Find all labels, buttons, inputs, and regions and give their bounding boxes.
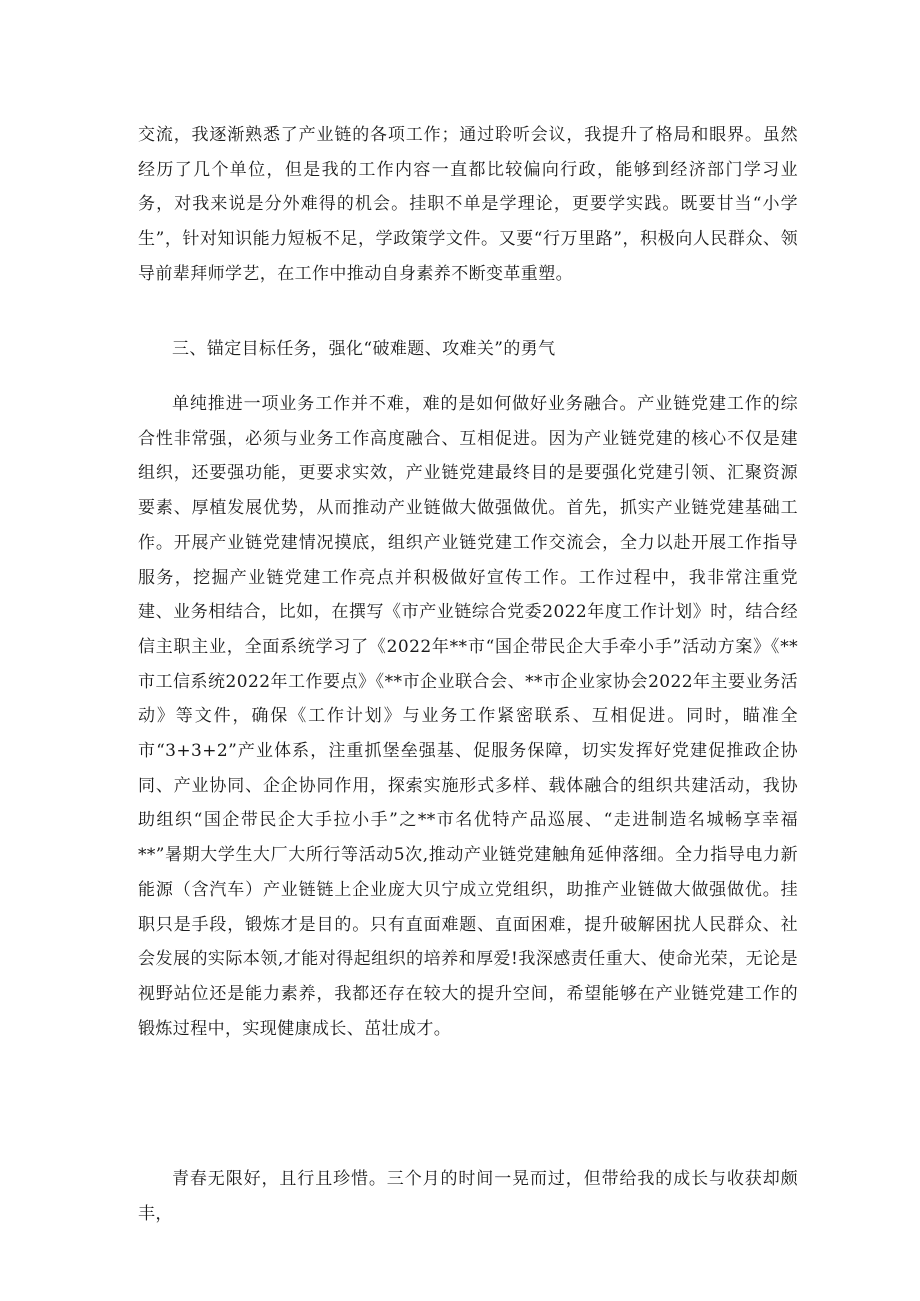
section-heading: 三、锚定目标任务，强化“破难题、攻难关”的勇气 [172,339,556,359]
body-paragraph: 青春无限好，且行且珍惜。三个月的时间一晃而过，但带给我的成长与收获却颇丰， [138,1169,798,1224]
body-paragraph: 交流，我逐渐熟悉了产业链的各项工作；通过聆听会议，我提升了格局和眼界。虽然经历了几个单位，但是我的工作内容一直都比较偏向行政，能够到经济部门学习业务，对我来说是分外难得的机会。挂职不单是学理论，更要学实践。既要甘当“小学生”，针对知识能力短板不足，学政策学文件。又要“行万里路”，积极向人民群众、领导前辈拜师学艺，在工作中推动自身素养不断变革重塑。 [138,125,798,284]
body-paragraph: 单纯推进一项业务工作并不难，难的是如何做好业务融合。产业链党建工作的综合性非常强，必须与业务工作高度融合、互相促进。因为产业链党建的核心不仅是建组织，还要强功能，更要求实效，产业链党建最终目的是要强化党建引领、汇聚资源要素、厚植发展优势，从而推动产业链做大做强做优。首先，抓实产业链党建基础工作。开展产业链党建情况摸底，组织产业链党建工作交流会，全力以赴开展工作指导服务，挖掘产业链党建工作亮点并积极做好宣传工作。工作过程中，我非常注重党建、业务相结合，比如，在撰写《市产业链综合党委2022年度工作计划》时，结合经信主职主业，全面系统学习了《2022年**市“国企带民企大手牵小手”活动方案》《**市工信系统2022年工作要点》《**市企业联合会、**市企业家协会2022年主要业务活动》等文件，确保《工作计划》与业务工作紧密联系、互相促进。同时，瞄准全市“3+3+2”产业体系，注重抓堡垒强基、促服务保障，切实发挥好党建促推政企协同、产业协同、企企协同作用，探索实施形式多样、载体融合的组织共建活动，我协助组织“国企带民企大手拉小手”之**市名优特产品巡展、“走进制造名城畅享幸福**”暑期大学生大厂大所行等活动5次,推动产业链党建触角延伸落细。全力指导电力新能源（含汽车）产业链链上企业庞大贝宁成立党组织，助推产业链做大做强做优。挂职只是手段，锻炼才是目的。只有直面难题、直面困难，提升破解困扰人民群众、社会发展的实际本领,才能对得起组织的培养和厚爱!我深感责任重大、使命光荣，无论是视野站位还是能力素养，我都还存在较大的提升空间，希望能够在产业链党建工作的锻炼过程中，实现健康成长、茁壮成才。 [138,394,798,1039]
